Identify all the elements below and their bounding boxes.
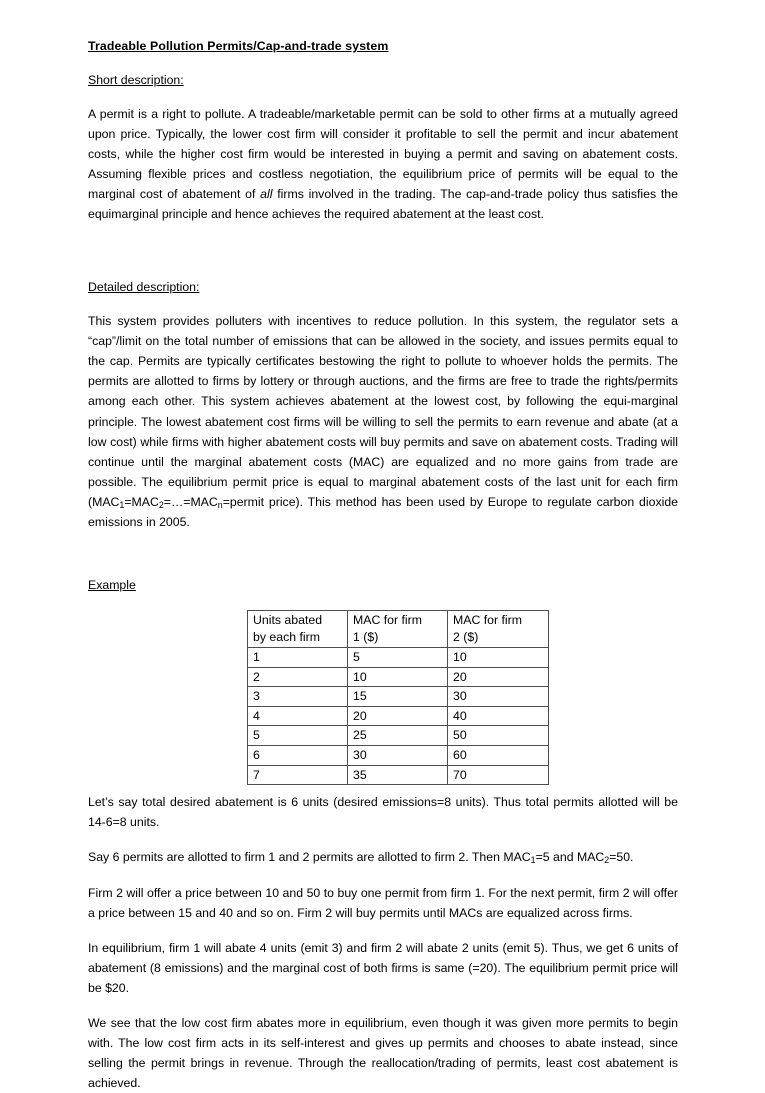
table-header-mac-firm-1 (348, 610, 448, 647)
table-row (248, 726, 549, 746)
cell-units-abated: 2 (248, 667, 348, 687)
spacer (88, 90, 678, 104)
detail-part2: =MAC (124, 494, 159, 509)
detail-sub-n: n (217, 499, 223, 510)
cell-mac-firm-1: 15 (348, 687, 448, 707)
spacer (88, 297, 678, 311)
table-header-units-abated (248, 610, 348, 647)
paragraph-short-description (88, 104, 678, 225)
cell-mac-firm-2: 30 (448, 687, 549, 707)
spacer (88, 785, 678, 792)
p2-part1: Say 6 permits are allotted to firm 1 and 2 permits are allotted to firm 2. Then MAC (88, 850, 531, 865)
header-line-1: MAC for firm (353, 612, 422, 627)
detail-part4: =permit price). This method has been used by Europe to regulate carbon dioxide emissions in 2005. (88, 494, 678, 529)
paragraph-detailed-description (88, 311, 678, 532)
cell-units-abated: 1 (248, 648, 348, 668)
header-line-2: by each firm (253, 629, 320, 644)
mac-table (247, 610, 549, 785)
p2-part2: =5 and MAC (535, 850, 605, 865)
header-line-2: 2 ($) (453, 629, 479, 644)
cell-units-abated: 5 (248, 726, 348, 746)
cell-units-abated: 6 (248, 746, 348, 766)
p2-part3: =50. (609, 850, 634, 865)
cell-units-abated: 7 (248, 765, 348, 785)
detail-part3: =…=MAC (163, 494, 218, 509)
paragraph-example-5: We see that the low cost firm abates more in equilibrium, even though it was given more permits to begin with. The low cost firm acts in its self-interest and gives up permits and chooses to abate instead, since selling the permit brings in revenue. Through the reallocation/trading of permits, least cost abatement is achieved. (88, 1016, 678, 1091)
cell-mac-firm-1: 35 (348, 765, 448, 785)
cell-mac-firm-1: 25 (348, 726, 448, 746)
table-row (248, 746, 549, 766)
p2-sub-2: 2 (604, 855, 610, 866)
page-title: Tradeable Pollution Permits/Cap-and-trade system (88, 39, 389, 53)
detail-part1: This system provides polluters with incentives to reduce pollution. In this system, the regulator sets a “cap”/limit on the total number of emissions that can be allowed in the society, and issues permits equal to the cap. Permits are typically certificates bestowing the right to pollute to whoever holds the permits. The permits are allotted to firms by lottery or through auctions, and the firms are free to trade the rights/permits among each other. This system achieves abatement at the lowest cost, by following the equi-marginal principle. The lowest abatement cost firms will be willing to sell the permits to earn revenue and abate (at a low cost) while firms with higher abatement costs will buy permits and save on abatement costs. Trading will continue until the marginal abatement costs (MAC) are equalized and no more gains from trade are possible. The equilibrium permit price is equal to marginal abatement costs of the last unit for each firm (MAC (88, 314, 678, 509)
paragraph-example-1: Let’s say total desired abatement is 6 units (desired emissions=8 units). Thus total permits allotted will be 14-6=8 units. (88, 795, 678, 830)
table-header-mac-firm-2 (448, 610, 549, 647)
header-line-1: Units abated (253, 612, 323, 627)
paragraph-example-3: Firm 2 will offer a price between 10 and 50 to buy one permit from firm 1. For the next permit, firm 2 will offer a price between 15 and 40 and so on. Firm 2 will buy permits until MACs are equalized across firms. (88, 885, 678, 920)
table-row (248, 706, 549, 726)
paragraph-example-4: In equilibrium, firm 1 will abate 4 units (emit 3) and firm 2 will abate 2 units (emit 5). Thus, we get 6 units of abatement (8 emissions) and the marginal cost of both firms is same (=20). The equilibrium permit price will be $20. (88, 940, 678, 995)
cell-mac-firm-1: 20 (348, 706, 448, 726)
table-row (248, 648, 549, 668)
cell-units-abated: 3 (248, 687, 348, 707)
table-row (248, 687, 549, 707)
header-line-1: MAC for firm (453, 612, 522, 627)
cell-units-abated: 4 (248, 706, 348, 726)
short-desc-part2: firms involved in the trading. The cap-and-trade policy thus satisfies the equimarginal principle and hence achieves the required abatement at the least cost. (88, 187, 678, 222)
detail-sub-2: 2 (158, 499, 164, 510)
spacer (88, 239, 678, 279)
table-row (248, 765, 549, 785)
cell-mac-firm-1: 30 (348, 746, 448, 766)
heading-detailed-description: Detailed description: (88, 280, 200, 295)
heading-example: Example (88, 578, 136, 593)
cell-mac-firm-2: 70 (448, 765, 549, 785)
detail-sub-1: 1 (119, 499, 125, 510)
cell-mac-firm-2: 60 (448, 746, 549, 766)
cell-mac-firm-1: 5 (348, 648, 448, 668)
cell-mac-firm-2: 50 (448, 726, 549, 746)
short-desc-italic-all: all (260, 187, 273, 202)
short-desc-part1: A permit is a right to pollute. A tradeable/marketable permit can be sold to other firms at a mutually agreed upon price. Typically, the lower cost firm will consider it profitable to sell the permit and incur abatement costs, while the higher cost firm would be interested in buying a permit and saving on abatement costs. Assuming flexible prices and costless negotiation, the equilibrium price of permits will be equal to the marginal cost of abatement of (88, 106, 678, 202)
document-page (88, 0, 678, 1093)
table-row (248, 667, 549, 687)
spacer (88, 56, 678, 72)
heading-short-description: Short description: (88, 72, 184, 87)
header-line-2: 1 ($) (353, 629, 379, 644)
spacer (88, 595, 678, 610)
cell-mac-firm-2: 10 (448, 648, 549, 668)
cell-mac-firm-2: 40 (448, 706, 549, 726)
cell-mac-firm-1: 10 (348, 667, 448, 687)
table-header-row (248, 610, 549, 647)
cell-mac-firm-2: 20 (448, 667, 549, 687)
spacer (88, 547, 678, 577)
p2-sub-1: 1 (530, 855, 536, 866)
paragraph-example-2 (88, 847, 678, 867)
